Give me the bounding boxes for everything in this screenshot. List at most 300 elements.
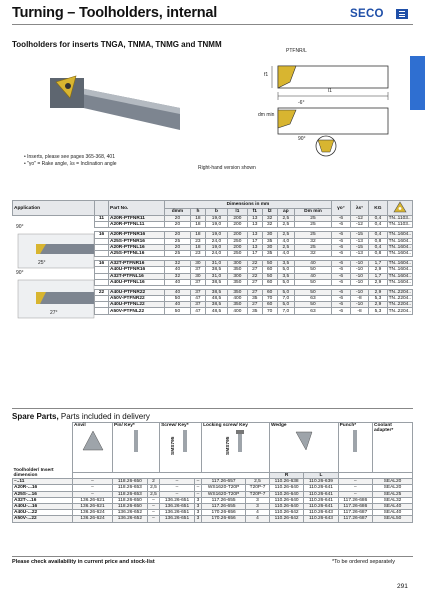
col-toolholder-dim: Toolholder/ Insert dimension: [13, 423, 73, 479]
cell: 25: [295, 216, 332, 222]
cell: 110.26-642: [269, 510, 303, 516]
cell: 2,5: [277, 244, 294, 250]
locking-screw-code: SMS795: [226, 436, 232, 456]
footer-availability: Please check availability in current price and stock-list: [12, 559, 155, 565]
cell: 250: [228, 238, 248, 244]
insert-size: [95, 308, 109, 314]
col-incl: λs°: [350, 201, 368, 216]
cell: 350: [228, 289, 248, 295]
spare-parts-table: [12, 422, 413, 523]
cell: -6: [331, 250, 350, 256]
cell: –: [73, 485, 113, 491]
cell: -6: [331, 296, 350, 302]
cell: –: [194, 491, 201, 497]
cell: 27: [247, 302, 262, 308]
cell: 47: [190, 308, 205, 314]
cell: 50: [165, 308, 191, 314]
cell: 25: [295, 222, 332, 228]
cell: 25: [165, 250, 191, 256]
cell: -6: [331, 279, 350, 285]
cell: 136.26-651: [160, 503, 195, 509]
cell: 50: [262, 273, 277, 279]
cell: 32: [262, 222, 277, 228]
cell: T20P-7: [246, 491, 270, 497]
cell: 136.26-652: [113, 510, 148, 516]
cell: 3: [194, 516, 201, 522]
cell: -10: [350, 289, 368, 295]
spare-parts-rule: [12, 408, 413, 409]
brand-logo-icon: [396, 9, 408, 19]
application-bottom-angle: 90°: [16, 270, 24, 276]
cell: 50: [295, 302, 332, 308]
cell: 50: [262, 261, 277, 267]
cell: -6: [331, 289, 350, 295]
cell: SEAL32: [373, 497, 413, 503]
header-rule: [12, 24, 413, 25]
locking-screw-icon: [235, 428, 245, 454]
cell: 63: [295, 308, 332, 314]
cell: T20P-7: [246, 485, 270, 491]
cell: 3: [194, 503, 201, 509]
cell: 50: [295, 279, 332, 285]
cell: 110.26-639: [304, 479, 338, 485]
diagram-angle-2: 90°: [298, 136, 306, 142]
cell: 7,0: [277, 308, 294, 314]
cell: 117.26-687: [338, 510, 372, 516]
part-number: A50V-PTFNR22: [109, 296, 165, 302]
pin-icon: [114, 428, 158, 464]
cell: 117.26-686: [338, 503, 372, 509]
cell: SEAL25: [373, 491, 413, 497]
cell: 5,0: [277, 267, 294, 273]
cell: 20: [165, 244, 191, 250]
col-coolant: Coolant adapter*: [373, 423, 413, 473]
cell: 118.26-650: [113, 497, 148, 503]
cell: 17: [247, 238, 262, 244]
section-title-toolholders: Toolholders for inserts TNGA, TNMA, TNMG and TNMM: [12, 40, 222, 49]
toolholder-dimension: A32T-...16: [13, 497, 73, 503]
toolholder-dimension: A25S-...16: [13, 491, 73, 497]
cell: 170.26-656: [202, 516, 246, 522]
cell: TN..1604..: [388, 273, 411, 279]
cell: 2,9: [369, 267, 387, 273]
cell: 136.26-652: [113, 516, 148, 522]
cell: -10: [350, 302, 368, 308]
cell: 7,0: [277, 296, 294, 302]
cell: 117.26-686: [338, 497, 372, 503]
punch-icon: [340, 428, 371, 464]
col-b: b: [205, 208, 227, 216]
cell: 5,3: [369, 308, 387, 314]
cell: –: [73, 479, 113, 485]
cell: WS1620-T20P: [202, 491, 246, 497]
triangle-insert-icon: [393, 201, 407, 213]
brand-logo: SECO: [350, 8, 384, 20]
cell: 38,5: [205, 267, 227, 273]
cell: 13: [247, 232, 262, 238]
col-wedge-r: R: [269, 473, 303, 479]
cell: –: [160, 485, 195, 491]
cell: 2,5: [147, 485, 159, 491]
cell: 0,8: [369, 238, 387, 244]
cell: TN..1604..: [388, 251, 411, 257]
cell: 19,0: [205, 216, 227, 222]
cell: 13: [247, 222, 262, 228]
cell: 32: [295, 238, 332, 244]
col-rake: γo°: [331, 201, 350, 216]
cell: -6: [331, 273, 350, 279]
cell: 25: [165, 238, 191, 244]
cell: -8: [350, 308, 368, 314]
cell: 2,9: [369, 289, 387, 295]
diagram-label-dmmin: dm min: [258, 112, 275, 118]
cell: 5,0: [277, 289, 294, 295]
cell: –: [73, 491, 113, 497]
cell: 18: [190, 232, 205, 238]
cell: 136.26-621: [73, 497, 113, 503]
col-f1: f1: [247, 208, 262, 216]
toolholder-dimension: A40U-...16: [13, 503, 73, 509]
part-number: A40U-PTFNR22: [109, 289, 165, 295]
part-number: A40U-PTFNL16: [109, 279, 165, 285]
cell: 2,5: [277, 232, 294, 238]
cell: 23: [190, 250, 205, 256]
cell: 18: [190, 244, 205, 250]
cell: 35: [247, 308, 262, 314]
cell: -10: [350, 261, 368, 267]
cell: 19,0: [205, 244, 227, 250]
diagram-label-f1: f1: [264, 72, 269, 78]
cell: 110.26-640: [269, 491, 303, 497]
cell: 200: [228, 232, 248, 238]
table-row: [13, 516, 413, 522]
part-number: A32T-PTFNL16: [109, 273, 165, 279]
cell: TN..2204..: [388, 289, 411, 295]
cell: TN..1604..: [388, 238, 411, 244]
cell: 31,0: [205, 273, 227, 279]
cell: -13: [350, 250, 368, 256]
col-punch: Punch*: [338, 423, 372, 473]
part-number: A25S-PTFNR16: [109, 238, 165, 244]
cell: 0,4: [369, 216, 387, 222]
cell: TN..2204..: [388, 296, 411, 302]
part-number: A20R-PTFNL11: [109, 222, 165, 228]
screw-icon: [180, 428, 190, 454]
cell: 38,5: [205, 279, 227, 285]
col-pin-key: Pin/ Key*: [113, 423, 160, 473]
cell: SEAL50: [373, 516, 413, 522]
cell: 70: [262, 308, 277, 314]
cell: 25: [295, 232, 332, 238]
wedge-icon: [271, 428, 337, 458]
cell: 37: [190, 302, 205, 308]
diagram-angle-1: -6°: [298, 100, 305, 106]
cell: 48,5: [205, 296, 227, 302]
cell: -15: [350, 232, 368, 238]
cell: 40: [165, 267, 191, 273]
cell: -6: [331, 302, 350, 308]
cell: 23: [190, 238, 205, 244]
part-number: A20R-PTFNL16: [109, 244, 165, 250]
cell: 37: [190, 267, 205, 273]
toolholder-dimension: A20R-...16: [13, 485, 73, 491]
cell: 117.26-655: [202, 497, 246, 503]
cell: 110.26-642: [269, 516, 303, 522]
col-insert-icon: [387, 201, 412, 216]
cell: -6: [331, 238, 350, 244]
cell: 118.26-653: [113, 491, 148, 497]
cell: 200: [228, 244, 248, 250]
diagram-label-l1: l1: [328, 88, 332, 94]
cell: 13: [247, 244, 262, 250]
cell: –: [194, 485, 201, 491]
cell: 22: [247, 261, 262, 267]
cell: 19,0: [205, 222, 227, 228]
part-number: A20R-PTFNR11: [109, 216, 165, 222]
cell: 38,5: [205, 302, 227, 308]
cell: 136.26-651: [160, 497, 195, 503]
cell: 40: [165, 302, 191, 308]
cell: 136.26-624: [73, 510, 113, 516]
cell: 32: [295, 250, 332, 256]
cell: 2,5: [147, 491, 159, 497]
cell: 110.26-638: [269, 479, 303, 485]
cell: 3: [246, 503, 270, 509]
cell: 2: [147, 479, 159, 485]
cell: 117.26-687: [338, 516, 372, 522]
cell: 2,5: [246, 479, 270, 485]
part-number: A40U-PTFNL22: [109, 302, 165, 308]
diagram-code: PTFNR/L: [286, 48, 307, 54]
cell: 40: [295, 273, 332, 279]
toolholder-dimension: A40U-...22: [13, 510, 73, 516]
cell: 18: [190, 222, 205, 228]
cell: 32: [165, 261, 191, 267]
cell: 3: [194, 510, 201, 516]
cell: 3: [194, 497, 201, 503]
cell: 35: [247, 296, 262, 302]
cell: 350: [228, 302, 248, 308]
cell: 110.26-641: [304, 485, 338, 491]
col-screw-key: Screw/ Key* SMS795: [160, 423, 202, 473]
diagram-caption: Right-hand version shown: [198, 165, 256, 171]
cell: –: [147, 503, 159, 509]
cell: 0,4: [369, 244, 387, 250]
cell: 400: [228, 296, 248, 302]
cell: 4: [246, 516, 270, 522]
cell: 24,0: [205, 238, 227, 244]
cell: 27: [247, 289, 262, 295]
cell: 60: [262, 279, 277, 285]
cell: TN..1604..: [388, 232, 411, 238]
cell: 110.26-640: [269, 503, 303, 509]
cell: 2,9: [369, 302, 387, 308]
cell: 22: [247, 273, 262, 279]
cell: 1,7: [369, 273, 387, 279]
cell: 32: [165, 273, 191, 279]
application-image-bottom: [16, 270, 96, 322]
col-anvil: Anvil: [73, 423, 113, 473]
col-application: Application: [13, 201, 95, 216]
cell: 118.26-653: [113, 485, 148, 491]
cell: 2,5: [277, 216, 294, 222]
cell: 30: [262, 244, 277, 250]
col-part-no: Part No.: [109, 201, 165, 216]
cell: 13: [247, 216, 262, 222]
insert-size: 11: [95, 216, 109, 222]
footer-rule: [12, 556, 413, 557]
col-locking-screw: Locking screw/ Key SMS795: [202, 423, 270, 473]
part-number: A20R-PTFNR16: [109, 232, 165, 238]
cell: –: [147, 497, 159, 503]
cell: 60: [262, 289, 277, 295]
cell: 110.26-640: [269, 485, 303, 491]
cell: TN..1103..: [388, 216, 411, 222]
toolholder-dimension: A50V-...22: [13, 516, 73, 522]
cell: 136.26-621: [73, 503, 113, 509]
cell: 110.26-641: [304, 503, 338, 509]
cell: -6: [331, 216, 350, 222]
application-top-label: 25°: [38, 260, 46, 266]
cell: 70: [262, 296, 277, 302]
application-bottom-label: 27°: [50, 310, 58, 316]
cell: 110.26-640: [269, 497, 303, 503]
cell: SEAL20: [373, 485, 413, 491]
cell: TN..1604..: [388, 279, 411, 285]
cell: 37: [190, 279, 205, 285]
cell: 31,0: [205, 261, 227, 267]
footer-note: *To be ordered separately: [332, 559, 395, 565]
cell: 5,0: [277, 279, 294, 285]
col-dm-min: Dm min: [295, 208, 332, 216]
cell: 3: [246, 497, 270, 503]
cell: 4,0: [277, 250, 294, 256]
part-number: A32T-PTFNR16: [109, 261, 165, 267]
cell: –: [338, 479, 372, 485]
cell: –: [147, 510, 159, 516]
cell: -6: [331, 232, 350, 238]
cell: 30: [190, 261, 205, 267]
cell: –: [338, 485, 372, 491]
cell: 4: [246, 510, 270, 516]
cell: 4,0: [277, 238, 294, 244]
part-number: A50V-PTFNL22: [109, 308, 165, 314]
cell: -8: [350, 296, 368, 302]
application-image-top: [16, 224, 96, 272]
cell: 200: [228, 216, 248, 222]
part-number: A40U-PTFNR16: [109, 267, 165, 273]
col-l2: l2: [262, 208, 277, 216]
cell: TN..2204..: [388, 302, 411, 308]
page-title: Turning – Toolholders, internal: [12, 5, 218, 21]
cell: 136.26-651: [160, 510, 195, 516]
note-inserts: • Inserts, please see pages 365-368, 401: [24, 154, 115, 160]
cell: 32: [262, 216, 277, 222]
insert-size: 16: [95, 232, 109, 238]
cell: 47: [190, 296, 205, 302]
cell: 1,7: [369, 261, 387, 267]
cell: 24,0: [205, 250, 227, 256]
cell: SEAL40: [373, 503, 413, 509]
cell: –: [147, 516, 159, 522]
cell: -12: [350, 216, 368, 222]
cell: SEAL40: [373, 510, 413, 516]
insert-size: 16: [95, 261, 109, 267]
cell: 136.26-651: [160, 516, 195, 522]
part-number: A25S-PTFNL16: [109, 250, 165, 256]
cell: -6: [331, 222, 350, 228]
cell: 0,4: [369, 222, 387, 228]
cell: 110.26-643: [304, 516, 338, 522]
cell: 110.26-643: [304, 510, 338, 516]
cell: -6: [331, 261, 350, 267]
cell: 350: [228, 267, 248, 273]
cell: 350: [228, 279, 248, 285]
cell: 50: [295, 267, 332, 273]
section-tab: [410, 56, 425, 110]
cell: 250: [228, 250, 248, 256]
cell: 5,0: [277, 302, 294, 308]
cell: -6: [331, 267, 350, 273]
cell: 20: [165, 216, 191, 222]
cell: 30: [262, 232, 277, 238]
cell: 20: [165, 222, 191, 228]
cell: 17: [247, 250, 262, 256]
cell: -6: [331, 244, 350, 250]
technical-diagram: [238, 48, 398, 158]
page-number: 291: [397, 583, 408, 590]
cell: 40: [165, 289, 191, 295]
cell: SEAL20: [373, 479, 413, 485]
cell: TN..1604..: [388, 244, 411, 250]
cell: 136.26-624: [73, 516, 113, 522]
product-image: [30, 64, 180, 148]
cell: 48,5: [205, 308, 227, 314]
cell: 3,5: [277, 273, 294, 279]
cell: 3,5: [277, 261, 294, 267]
cell: –: [194, 479, 201, 485]
cell: TN..1604..: [388, 267, 411, 273]
cell: 2,5: [277, 222, 294, 228]
cell: 60: [262, 267, 277, 273]
section-title-spare-parts: Spare Parts, Parts included in delivery: [12, 412, 150, 421]
cell: -10: [350, 279, 368, 285]
cell: 25: [295, 244, 332, 250]
cell: TN..2204..: [388, 308, 411, 314]
cell: 50: [165, 296, 191, 302]
col-l1: l1: [228, 208, 248, 216]
col-dimensions: Dimensions in mm: [165, 201, 332, 209]
cell: 2,9: [369, 279, 387, 285]
cell: 27: [247, 279, 262, 285]
cell: 300: [228, 273, 248, 279]
col-dmm: dmm: [165, 208, 191, 216]
cell: –: [338, 491, 372, 497]
cell: 117.26-655: [202, 503, 246, 509]
cell: 20: [165, 232, 191, 238]
cell: TN..1103..: [388, 222, 411, 228]
cell: 37: [190, 289, 205, 295]
cell: -13: [350, 238, 368, 244]
cell: 60: [262, 302, 277, 308]
col-ap: ap: [277, 208, 294, 216]
anvil-icon: [74, 428, 111, 464]
cell: 118.26-650: [113, 503, 148, 509]
cell: 19,0: [205, 232, 227, 238]
col-kg: KG: [369, 201, 387, 216]
col-wedge: Wedge: [269, 423, 338, 473]
cell: WS1620-T20P: [202, 485, 246, 491]
